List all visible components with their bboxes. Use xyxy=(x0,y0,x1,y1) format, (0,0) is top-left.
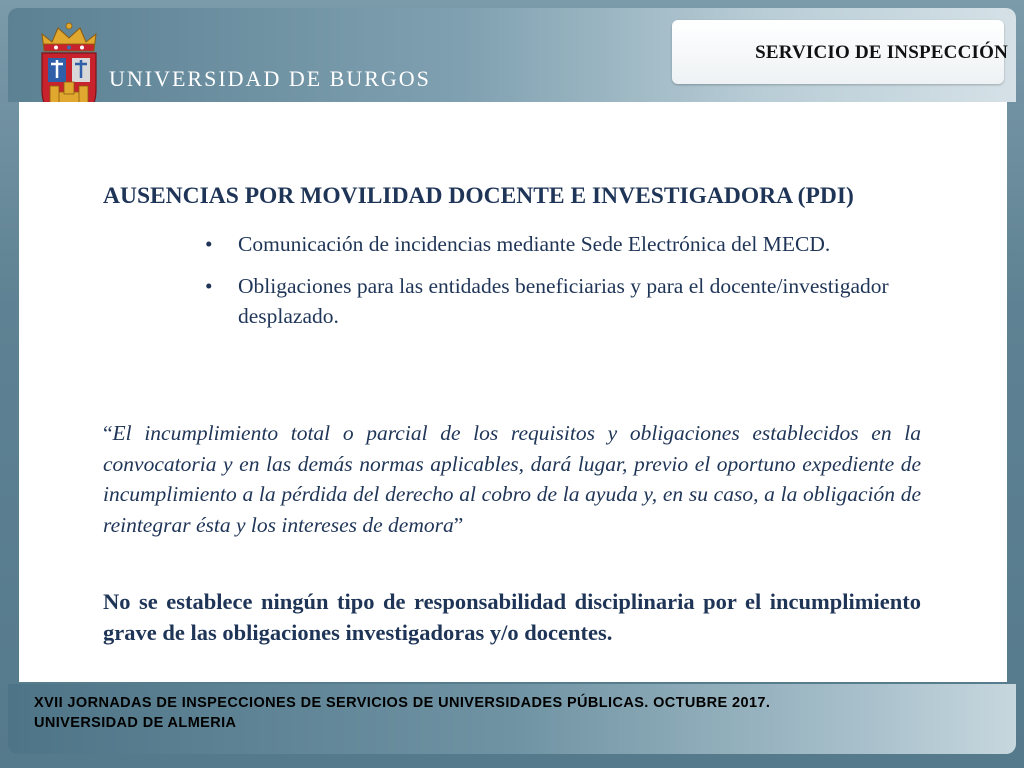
quote-open-mark: “ xyxy=(103,421,113,445)
university-name: UNIVERSIDAD DE BURGOS xyxy=(109,66,431,91)
conclusion-text: No se establece ningún tipo de responsabilidad disciplinaria por el incumplimiento grave de las obligaciones investigadoras y/o docentes. xyxy=(103,589,921,645)
bullet-list xyxy=(205,229,925,343)
bullet-dot: • xyxy=(205,232,213,256)
quote-close-mark: ” xyxy=(453,512,464,537)
service-title: SERVICIO DE INSPECCIÓN xyxy=(755,42,1008,63)
bullet-text: Obligaciones para las entidades beneficiarias y para el docente/investigador desplazado. xyxy=(238,274,889,328)
slide-title: AUSENCIAS POR MOVILIDAD DOCENTE E INVESTIGADORA (PDI) xyxy=(103,183,854,209)
footer-line-2: UNIVERSIDAD DE ALMERIA xyxy=(34,715,237,731)
bullet-item xyxy=(205,271,925,331)
footer-text xyxy=(34,693,994,733)
bullet-text: Comunicación de incidencias mediante Sede Electrónica del MECD. xyxy=(238,232,831,256)
quote-body: El incumplimiento total o parcial de los requisitos y obligaciones establecidos en la convocatoria y en las demás normas aplicables, dará lugar, previo el oportuno expediente de incumplimiento a la pérdida del derecho al cobro de la ayuda y, en su caso, a la obligación de reintegrar ésta y los intereses de demora xyxy=(103,421,921,537)
bullet-item xyxy=(205,229,925,259)
footer-line-1: XVII JORNADAS DE INSPECCIONES DE SERVICIOS DE UNIVERSIDADES PÚBLICAS. OCTUBRE 2017. xyxy=(34,695,771,711)
legal-quote xyxy=(103,418,921,540)
bullet-dot: • xyxy=(205,274,213,298)
